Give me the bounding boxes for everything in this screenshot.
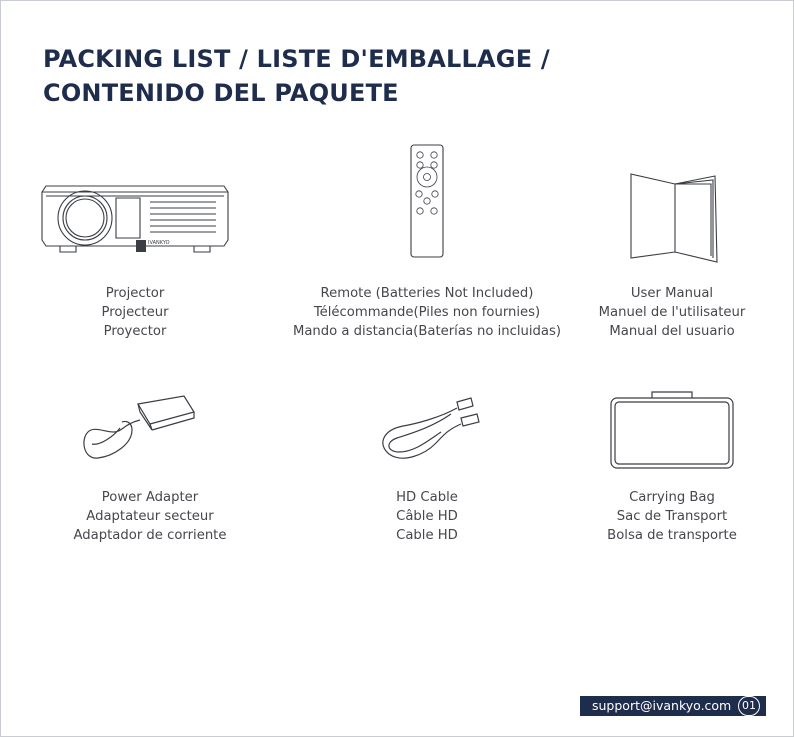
caption-en: Carrying Bag xyxy=(629,490,715,505)
caption-hd-cable xyxy=(332,488,522,545)
projector-icon xyxy=(40,178,230,258)
support-email: support@ivankyo.com xyxy=(592,698,732,713)
title-line-1: PACKING LIST / LISTE D'EMBALLAGE / xyxy=(43,45,550,73)
caption-power-adapter xyxy=(40,488,260,545)
caption-es: Cable HD xyxy=(396,528,458,543)
caption-fr: Manuel de l'utilisateur xyxy=(598,305,746,320)
carrying-bag-icon xyxy=(608,390,736,470)
user-manual-icon xyxy=(623,170,719,266)
caption-fr: Câble HD xyxy=(396,509,458,524)
caption-fr: Sac de Transport xyxy=(616,509,728,524)
caption-user-manual xyxy=(582,284,762,341)
caption-es: Proyector xyxy=(103,324,167,339)
caption-en: Power Adapter xyxy=(101,490,199,505)
caption-fr: Projecteur xyxy=(101,305,169,320)
caption-es: Bolsa de transporte xyxy=(607,528,737,543)
item-projector xyxy=(25,178,245,258)
item-remote xyxy=(380,144,474,258)
remote-control-icon xyxy=(410,144,444,258)
power-adapter-icon xyxy=(74,390,196,466)
caption-es: Manual del usuario xyxy=(609,324,735,339)
caption-es: Adaptador de corriente xyxy=(73,528,227,543)
projector-brand-label: IVANKYO xyxy=(148,240,170,246)
caption-en: Projector xyxy=(105,286,165,301)
item-carrying-bag xyxy=(606,390,738,470)
caption-projector xyxy=(25,284,245,341)
footer-bar xyxy=(580,696,766,716)
item-user-manual xyxy=(618,170,724,266)
caption-en: Remote (Batteries Not Included) xyxy=(320,286,534,301)
caption-es: Mando a distancia(Baterías no incluidas) xyxy=(292,324,562,339)
item-power-adapter xyxy=(70,390,200,466)
hd-cable-icon xyxy=(369,394,489,466)
caption-en: HD Cable xyxy=(396,490,458,505)
title-line-2: CONTENIDO DEL PAQUETE xyxy=(43,79,399,107)
item-hd-cable xyxy=(366,394,492,466)
page-title xyxy=(43,42,550,110)
caption-en: User Manual xyxy=(630,286,714,301)
caption-fr: Télécommande(Piles non fournies) xyxy=(313,305,541,320)
page-number-badge: 01 xyxy=(738,696,760,716)
caption-fr: Adaptateur secteur xyxy=(86,509,214,524)
caption-carrying-bag xyxy=(582,488,762,545)
caption-remote xyxy=(272,284,582,341)
